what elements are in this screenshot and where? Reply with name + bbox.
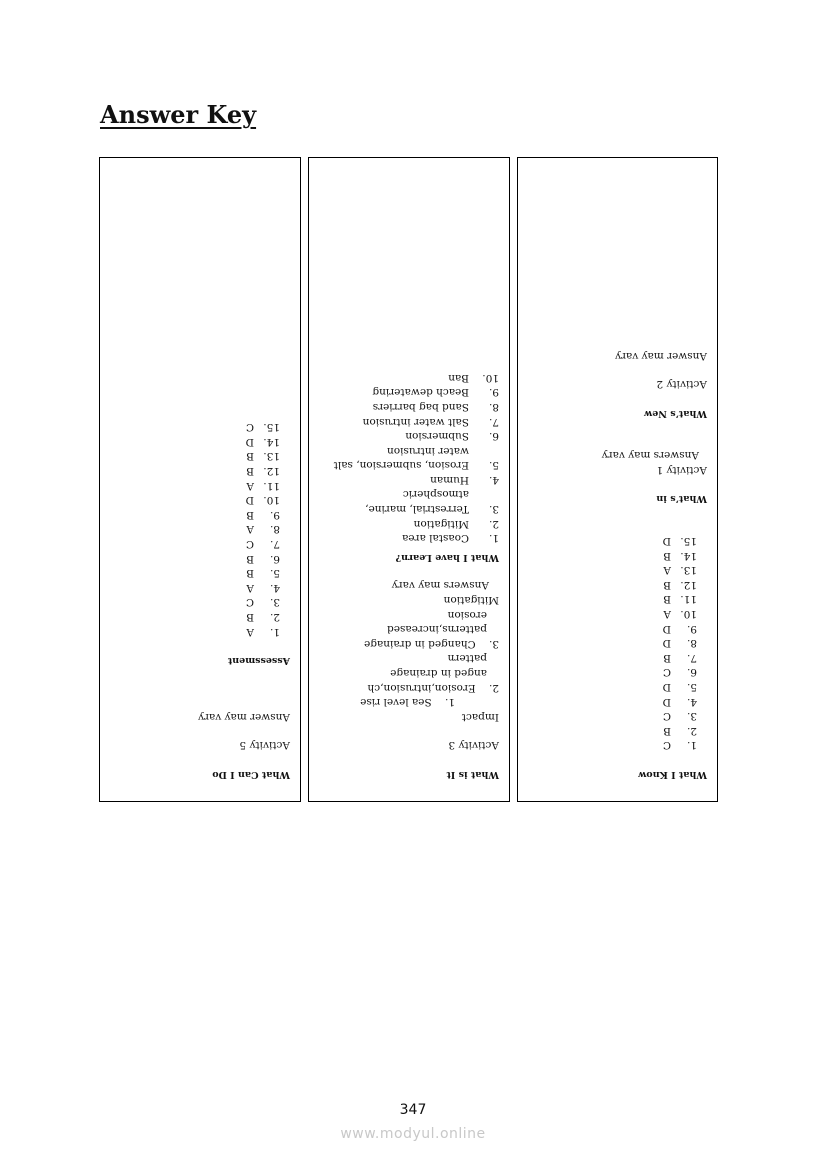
section-what-can-i-do [110,709,290,781]
item-number: 9. [686,622,697,635]
list-item [528,709,697,724]
page-number: 347 [399,1102,427,1118]
list-item [110,551,280,566]
item-answer: B [246,450,254,463]
item-answer: B [663,549,671,562]
list-item [110,434,280,449]
list-item: 8. Sand bag barriers [372,400,499,413]
answer-text: Answers may vary [391,579,489,592]
list-item [110,464,280,479]
list-item [528,679,697,694]
item-answer: A [246,523,254,536]
item-number: 3. [686,710,697,723]
item-answer: B [246,508,254,521]
impact-label: Impact [461,710,499,723]
item-answer: C [662,666,671,679]
list-item [528,577,697,592]
item-answer: D [662,681,671,694]
answer-box-middle-content [309,158,509,801]
item-text: Erosion,intrusion,ch [367,681,476,694]
item-number: 1. [444,696,455,709]
list-item [528,636,697,651]
item-answer: A [246,581,254,594]
page-title: Answer Key [100,100,257,129]
section-heading: What is It [446,769,499,780]
list-item [528,563,697,578]
list-item [528,723,697,738]
item-number: 14. [680,549,697,562]
section-whats-new [528,348,707,420]
item-number: 1. [269,625,280,638]
item-answer: D [662,622,671,635]
item-number: 12. [680,578,697,591]
list-item [110,536,280,551]
impact-item [319,636,499,651]
item-answer: C [245,596,254,609]
assessment-answer-list [110,420,290,639]
item-answer: B [663,593,671,606]
item-text-continued: anged in drainage [390,667,487,680]
section-what-i-have-learn [319,370,499,564]
section-heading: What I have Learn? [395,551,499,563]
watermark: www.modyul.online [340,1126,486,1142]
item-number: 5. [686,681,697,694]
answer-box-left [99,157,301,802]
item-answer: A [663,608,671,621]
item-answer: D [245,435,254,448]
item-number: 11. [680,593,697,606]
item-number: 6. [686,666,697,679]
list-item [110,478,280,493]
item-number: 2. [488,681,499,694]
section-assessment [110,420,290,668]
list-item [528,694,697,709]
item-number: 15. [680,535,697,548]
item-number: 15. [263,421,280,434]
list-item: 3. Terrestrial, marine, [365,503,499,516]
list-item-continued: atmospheric [402,488,469,501]
item-answer: A [246,479,254,492]
section-whats-in [528,448,707,506]
answer-text: Answer may vary [198,710,290,723]
item-answer: D [662,637,671,650]
mitigation-label: Mitigation [443,594,499,607]
answer-text: Answers may vary [601,449,699,462]
item-answer: C [245,421,254,434]
answer-box-middle [308,157,510,802]
list-item: 2. Mitigation [413,517,499,530]
section-what-i-know [528,534,707,782]
item-number: 5. [269,567,280,580]
list-item [110,609,280,624]
item-number: 10. [263,494,280,507]
item-answer: C [245,538,254,551]
item-text-continued: pattern [447,652,487,665]
item-text: Changed in drainage [364,637,476,650]
list-item: 9. Beach dewatering [372,386,499,399]
item-number: 4. [269,581,280,594]
learn-answer-list [319,370,499,545]
item-answer: A [663,564,671,577]
impact-item [319,695,499,710]
item-number: 8. [269,523,280,536]
item-number: 1. [686,739,697,752]
list-item: 5. Erosion, submersion, salt [333,459,499,472]
item-number: 7. [269,538,280,551]
section-heading: What I Know [638,769,707,780]
item-answer: B [246,465,254,478]
list-item: 4. Human [430,473,499,486]
list-item: 7. Salt water intrusion [362,415,499,428]
answer-box-right-content [518,158,717,801]
list-item [528,606,697,621]
list-item: 10. Ban [448,371,499,384]
section-heading: What’s in [656,493,707,505]
item-number: 12. [263,465,280,478]
activity-label: Activity 1 [656,463,707,476]
list-item [528,621,697,636]
list-item [110,420,280,435]
list-item [110,449,280,464]
list-item [110,580,280,595]
list-item [110,522,280,537]
list-item: 6. Submersion [405,430,499,443]
item-answer: D [662,535,671,548]
answer-box-left-content [100,158,300,801]
item-answer: D [245,494,254,507]
item-text-continued: patterns,increased [387,623,487,636]
item-number: 13. [680,564,697,577]
item-answer: C [662,710,671,723]
item-number: 3. [269,596,280,609]
impact-item [319,680,499,695]
item-number: 7. [686,651,697,664]
answer-text: Answer may vary [615,349,707,362]
item-number: 9. [269,508,280,521]
item-answer: D [662,695,671,708]
item-answer: B [663,724,671,737]
item-number: 2. [269,611,280,624]
list-item [528,738,697,753]
item-number: 10. [680,608,697,621]
list-item: 1. Coastal area [402,532,499,545]
what-i-know-answer-list [528,534,707,753]
item-answer: B [246,567,254,580]
list-item [110,493,280,508]
item-number: 14. [263,435,280,448]
item-number: 3. [488,637,499,650]
list-item [110,507,280,522]
activity-label: Activity 5 [239,739,290,752]
item-answer: B [663,578,671,591]
section-heading: What’s New [644,407,707,419]
answer-box-right [517,157,718,802]
section-heading: Assessment [227,655,290,667]
item-text: Sea level rise [360,696,432,709]
list-item [528,650,697,665]
activity-label: Activity 3 [448,739,499,752]
item-answer: A [246,625,254,638]
list-item [528,592,697,607]
item-number: 6. [269,552,280,565]
item-answer: C [662,739,671,752]
item-text-continued: erosion [447,608,487,621]
activity-label: Activity 2 [656,378,707,391]
list-item [110,595,280,610]
item-number: 4. [686,695,697,708]
section-what-is-it [319,578,499,781]
list-item-continued: water intrusion [387,444,469,457]
section-heading: What Can I Do [212,769,290,780]
item-answer: B [246,611,254,624]
list-item [528,665,697,680]
list-item [528,548,697,563]
item-number: 8. [686,637,697,650]
list-item [110,624,280,639]
item-number: 11. [263,479,280,492]
list-item [528,534,697,549]
item-answer: B [663,651,671,664]
item-number: 2. [686,724,697,737]
list-item [110,566,280,581]
item-answer: B [246,552,254,565]
item-number: 13. [263,450,280,463]
